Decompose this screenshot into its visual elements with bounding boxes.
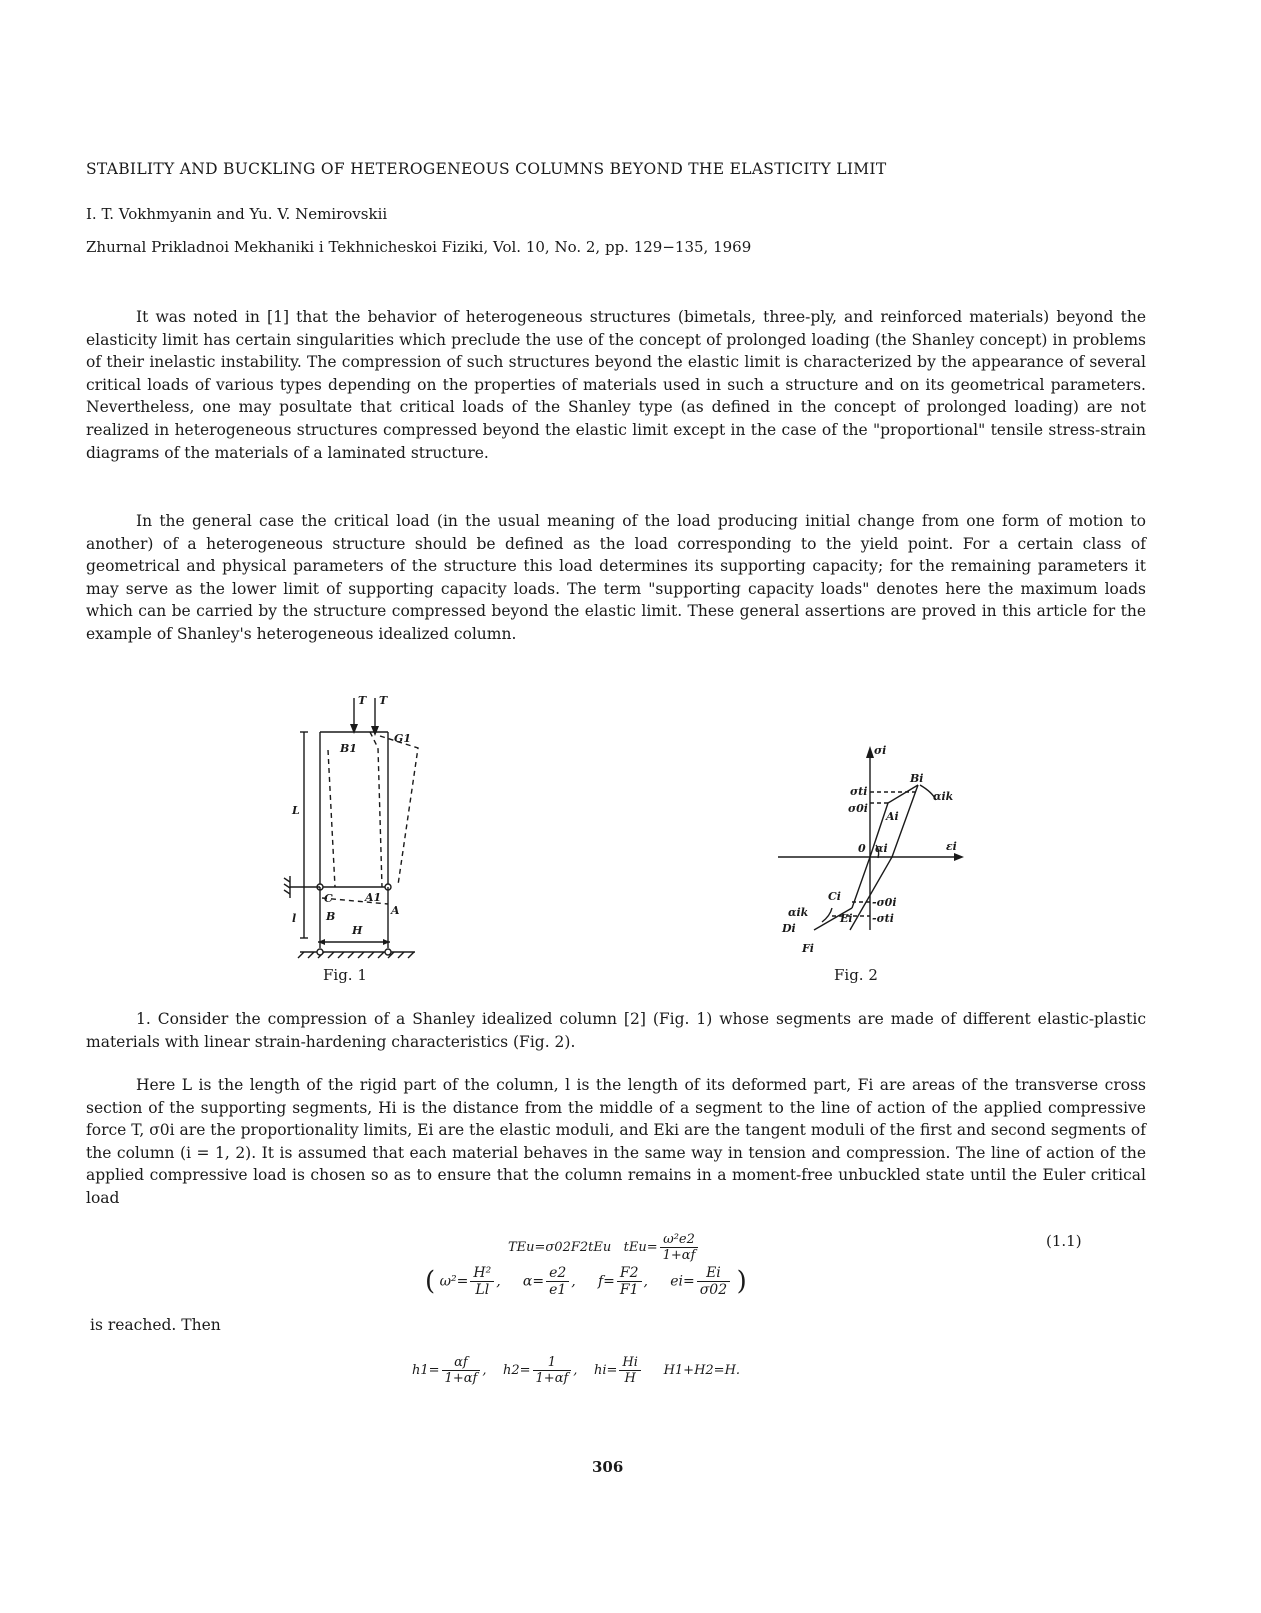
eq-e-fraction xyxy=(697,1265,730,1298)
eq-t-euler-den: 1+αf xyxy=(662,1248,696,1263)
eq-h2-lhs: h2= xyxy=(502,1363,531,1378)
eq-h1-den: 1+αf xyxy=(444,1371,478,1386)
eq-hi-fraction xyxy=(619,1355,641,1386)
paragraph-definitions xyxy=(86,1074,1146,1210)
text-is-reached: is reached. Then xyxy=(90,1316,221,1334)
eq-e-den: σ02 xyxy=(699,1282,728,1298)
fig2-label-Ci: Ci xyxy=(828,890,841,903)
eq-omega-fraction xyxy=(470,1265,494,1298)
eq-h2-den: 1+αf xyxy=(535,1371,569,1386)
eq-alpha-fraction xyxy=(546,1265,569,1298)
fig2-label-alpha-i: αi xyxy=(875,842,888,855)
figure-2-stress-strain-diagram xyxy=(770,740,970,960)
authors: I. T. Vokhmyanin and Yu. V. Nemirovskii xyxy=(86,205,388,223)
paragraph-intro-text: It was noted in [1] that the behavior of heterogeneous structures (bimetals, three-ply, and reinforced materials) beyond the elasticity limit has certain singularities which preclude the use of the concept of prolonged loading (the Shanley concept) in problems of their inelastic instability. The compression of such structures beyond the elastic limit is characterized by the appearance of several critical loads of various types depending on the properties of materials used in such a structure and on its geometrical parameters. Nevertheless, one may posultate that critical loads of the Shanley type (as defined in the concept of prolonged loading) are not realized in heterogeneous structures compressed beyond the elastic limit except in the case of the "proportional" tensile stress-strain diagrams of the materials of a laminated structure. xyxy=(86,308,1146,462)
equation-1-1 xyxy=(508,1232,700,1263)
eq-hi-lhs: hi= xyxy=(593,1363,618,1378)
fig1-label-G1: G1 xyxy=(394,732,412,745)
eq-h2-num: 1 xyxy=(533,1355,572,1371)
fig1-label-H: H xyxy=(352,924,363,937)
fig2-label-Di: Di xyxy=(782,922,796,935)
eq-omega-lhs: ω²= xyxy=(439,1273,469,1290)
eq-f-lhs: f= xyxy=(598,1273,615,1290)
fig1-label-C: C xyxy=(324,892,333,905)
fig2-label-eps-axis: εi xyxy=(946,840,957,853)
paren-open: ( xyxy=(425,1266,436,1297)
fig1-label-l: l xyxy=(292,912,297,925)
eq-alpha-num: e2 xyxy=(546,1265,569,1282)
eq-omega-den: Ll xyxy=(475,1282,490,1298)
equation-number: (1.1) xyxy=(1046,1232,1082,1250)
eq-alpha-lhs: α= xyxy=(522,1273,545,1290)
fig2-label-sigma-ti: σti xyxy=(850,785,868,798)
fig2-label-neg-sigma-0i: -σ0i xyxy=(872,896,897,909)
eq-hi-num: Hi xyxy=(619,1355,641,1371)
eq-e-lhs: ei= xyxy=(670,1273,695,1290)
eq-h1-num: αf xyxy=(442,1355,481,1371)
fig2-label-neg-sigma-ti: -σti xyxy=(872,912,894,925)
equation-h-definitions: h1= $\frac{\alpha f}{1+\alpha f}$ , h2= $\frac{1}{1+\alpha f}$ , hi= $\frac{Hi}{H}$ H1+H2=H. xyxy=(412,1355,741,1386)
eq-t-euler-lhs: tEu= xyxy=(623,1240,658,1255)
paper-title: STABILITY AND BUCKLING OF HETEROGENEOUS COLUMNS BEYOND THE ELASTICITY LIMIT xyxy=(86,160,887,178)
fig1-label-B: B xyxy=(326,910,336,923)
paragraph-intro xyxy=(86,306,1146,464)
page-number: 306 xyxy=(592,1458,624,1476)
fig1-label-L: L xyxy=(292,804,300,817)
eq-e-num: Ei xyxy=(697,1265,730,1282)
fig2-label-sigma-axis: σi xyxy=(874,744,887,757)
figure-1-caption: Fig. 1 xyxy=(323,966,367,984)
eq-omega-num: H² xyxy=(470,1265,494,1282)
figure-1-column-diagram xyxy=(270,690,430,960)
eq-sum: H1+H2=H. xyxy=(663,1363,741,1378)
fig1-label-T2: T xyxy=(379,694,388,707)
eq-h2-fraction xyxy=(533,1355,572,1386)
fig2-label-Bi: Bi xyxy=(910,772,924,785)
eq-T-euler: TEu=σ02F2tEu xyxy=(508,1240,612,1255)
eq-h1-fraction xyxy=(442,1355,481,1386)
paragraph-general-case-text: In the general case the critical load (in the usual meaning of the load producing initial change from one form of motion to another) of a heterogeneous structure should be defined as the load corresponding to the yield point. For a certain class of geometrical and physical parameters of the structure this load determines its supporting capacity; for the remaining parameters it may serve as the lower limit of supporting capacity loads. The term "supporting capacity loads" denotes here the maximum loads which can be carried by the structure compressed beyond the elastic limit. These general assertions are proved in this article for the example of Shanley's heterogeneous idealized column. xyxy=(86,512,1146,643)
fig1-label-T1: T xyxy=(358,694,367,707)
eq-t-euler-fraction xyxy=(660,1232,699,1263)
eq-t-euler-num: ω²e2 xyxy=(660,1232,699,1248)
paren-close: ) xyxy=(736,1266,747,1297)
paragraph-section-1 xyxy=(86,1008,1146,1053)
eq-alpha-den: e1 xyxy=(549,1282,567,1298)
eq-f-fraction xyxy=(617,1265,642,1298)
fig2-label-alpha-ik-bottom: αik xyxy=(788,906,809,919)
paragraph-section-1-text: 1. Consider the compression of a Shanley idealized column [2] (Fig. 1) whose segments are made of different elastic-plastic materials with linear strain-hardening characteristics (Fig. 2). xyxy=(86,1010,1146,1051)
fig2-label-Fi: Fi xyxy=(802,942,814,955)
eq-hi-den: H xyxy=(624,1371,636,1386)
fig2-label-zero: 0 xyxy=(858,842,866,855)
journal-citation: Zhurnal Prikladnoi Mekhaniki i Tekhnicheskoi Fiziki, Vol. 10, No. 2, pp. 129−135, 1969 xyxy=(86,238,752,256)
fig2-label-Ai: Ai xyxy=(886,810,899,823)
fig1-label-B1: B1 xyxy=(340,742,357,755)
fig2-label-alpha-ik-top: αik xyxy=(933,790,954,803)
eq-f-num: F2 xyxy=(617,1265,642,1282)
eq-f-den: F1 xyxy=(619,1282,639,1298)
fig1-label-A: A xyxy=(391,904,400,917)
fig1-label-A1: A1 xyxy=(365,891,382,904)
fig2-label-Ei: Ei xyxy=(840,912,853,925)
equation-1-1-definitions: ( ω²= $\frac{\text{H²}}{Ll}$ , α= $\frac{e2}{e1}$ , f= $\frac{F2}{F1}$ , ei= $\frac{Ei}{\sigma 02}$ ) xyxy=(425,1265,747,1298)
figure-2-caption: Fig. 2 xyxy=(834,966,878,984)
fig2-label-sigma-0i: σ0i xyxy=(848,802,868,815)
paragraph-definitions-text: Here L is the length of the rigid part of the column, l is the length of its deformed part, Fi are areas of the transverse cross section of the supporting segments, Hi is the distance from the middle of a segment to the line of action of the applied compressive force T, σ0i are the proportionality limits, Ei are the elastic moduli, and Eki are the tangent moduli of the first and second segments of the column (i = 1, 2). It is assumed that each material behaves in the same way in tension and compression. The line of action of the applied compressive load is chosen so as to ensure that the column remains in a moment-free unbuckled state until the Euler critical load xyxy=(86,1076,1146,1207)
paragraph-general-case xyxy=(86,510,1146,646)
eq-h1-lhs: h1= xyxy=(412,1363,440,1378)
